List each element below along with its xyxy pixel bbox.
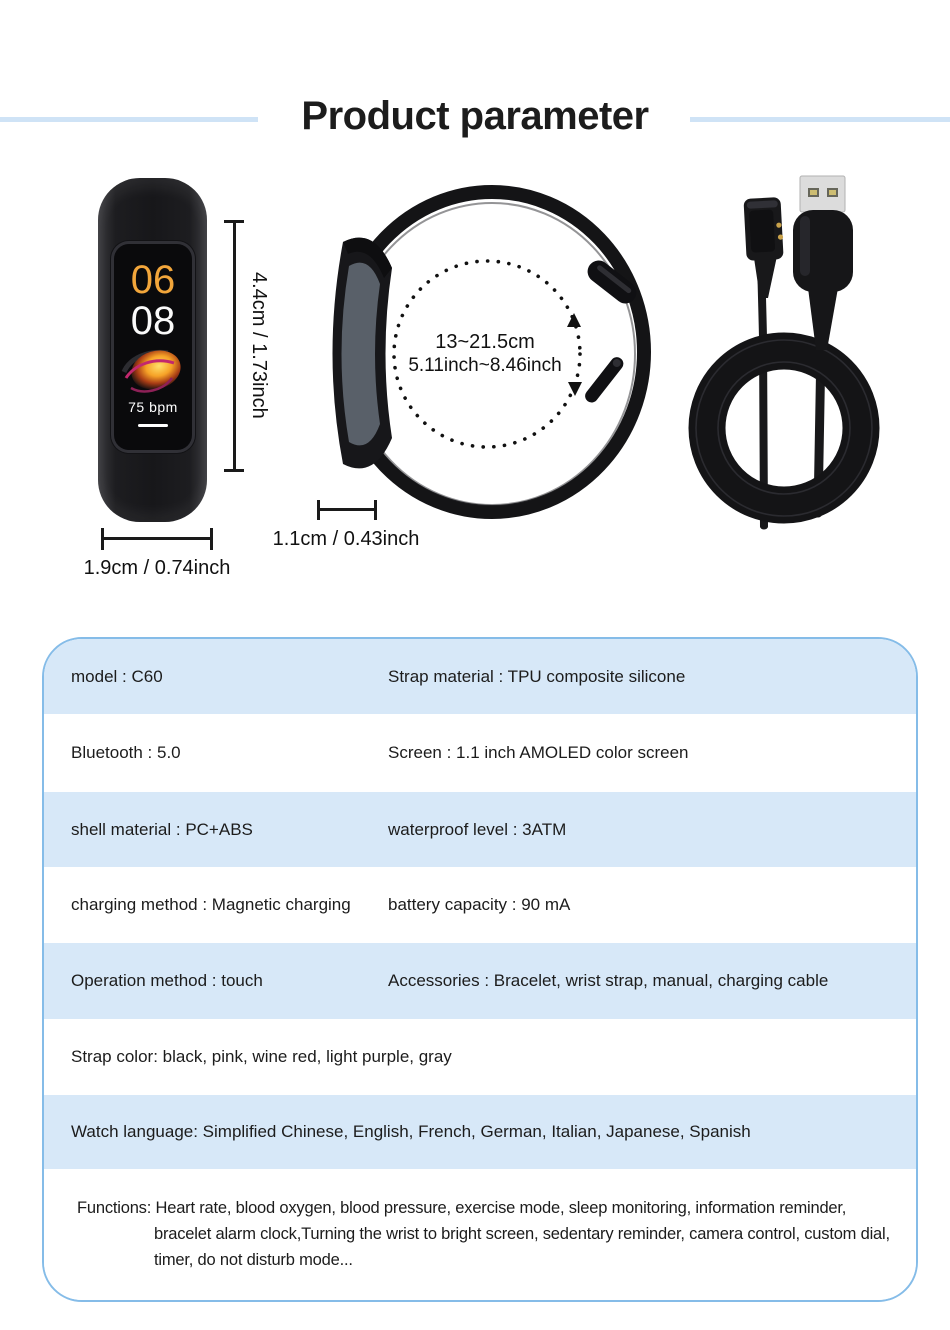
thickness-dimension-label: 1.1cm / 0.43inch <box>272 528 420 550</box>
watch-face-flame-graphic <box>121 346 185 396</box>
spec-cell: Bluetooth : 5.0 <box>71 743 181 762</box>
spec-row-operation <box>44 943 916 1019</box>
spec-cell: shell material : PC+ABS <box>71 819 253 839</box>
magnetic-charger-head <box>743 197 784 261</box>
cable-coil <box>707 351 861 505</box>
spec-row-model <box>44 639 916 714</box>
spec-row-language <box>44 1095 916 1169</box>
spec-cell: Operation method : touch <box>71 971 263 990</box>
width-dimension-label: 1.9cm / 0.74inch <box>83 557 231 579</box>
height-dimension-cap-bottom <box>224 469 244 472</box>
strap-circumference-label <box>355 331 615 377</box>
clock-hour-text: 06 <box>130 258 176 302</box>
strap-range-inch: 5.11inch~8.46inch <box>408 355 562 376</box>
strap-range-cm: 13~21.5cm <box>435 331 535 353</box>
spec-cell: Functions: Heart rate, blood oxygen, blood pressure, exercise mode, sleep monitoring, information reminder, bracelet alarm clock,Turning the wrist to bright screen, sedentary reminder, camera control, custom dial, timer, do not disturb mode... <box>77 1199 890 1269</box>
spec-cell: Accessories : Bracelet, wrist strap, manual, charging cable <box>388 971 829 990</box>
clock-minute-text: 08 <box>130 299 176 343</box>
spec-cell: charging method : Magnetic charging <box>71 895 351 914</box>
spec-row-shell-material <box>44 792 916 867</box>
spec-cell: Strap material : TPU composite silicone <box>388 666 686 686</box>
watch-front-image <box>98 178 207 522</box>
home-indicator <box>138 424 168 427</box>
spec-row-charging <box>44 867 916 943</box>
height-dimension-label: 4.4cm / 1.73inch <box>248 272 270 419</box>
charging-cable-image <box>680 158 890 530</box>
spec-cell: battery capacity : 90 mA <box>388 895 571 914</box>
spec-cell: waterproof level : 3ATM <box>388 819 567 839</box>
height-dimension-line <box>233 220 236 472</box>
spec-cell: Screen : 1.1 inch AMOLED color screen <box>388 743 689 762</box>
spec-row-strap-color <box>44 1019 916 1095</box>
width-dimension-line <box>101 537 213 540</box>
heart-rate-text: 75 bpm <box>128 399 178 415</box>
spec-row-bluetooth <box>44 714 916 792</box>
width-dimension-cap-right <box>210 528 213 550</box>
usb-metal-shell <box>800 176 845 212</box>
header-rule-right <box>690 117 950 122</box>
spec-cell: Watch language: Simplified Chinese, English, French, German, Italian, Japanese, Spanish <box>71 1122 751 1141</box>
watch-screen <box>114 244 192 450</box>
spec-cell: model : C60 <box>71 666 163 686</box>
spec-table <box>42 637 918 1302</box>
spec-cell: Strap color: black, pink, wine red, light purple, gray <box>71 1047 452 1066</box>
spec-row-functions <box>44 1169 916 1300</box>
range-arrow-up <box>567 313 581 327</box>
page-title: Product parameter <box>301 94 649 138</box>
